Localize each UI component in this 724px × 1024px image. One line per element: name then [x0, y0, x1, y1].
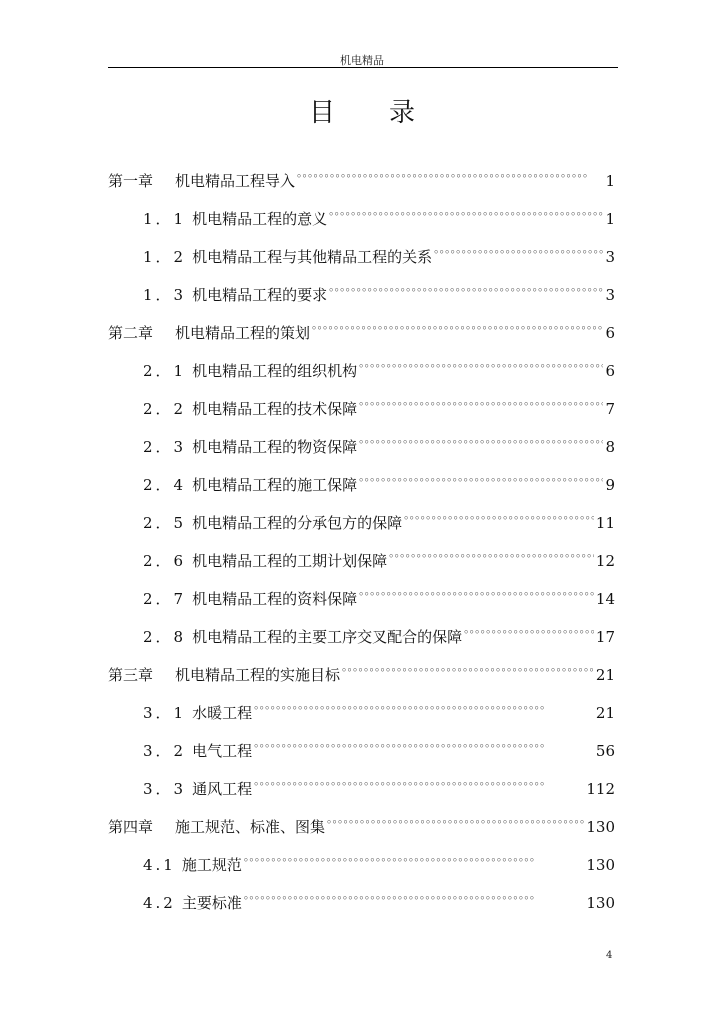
- toc-entry-page: 130: [586, 856, 615, 874]
- toc-entry-number: 2．1: [143, 362, 187, 380]
- toc-entry-number: 3．1: [143, 704, 187, 722]
- toc-entry-number: 4.1: [143, 856, 176, 874]
- toc-entry-page: 3: [605, 286, 615, 304]
- toc-entry-number: 第二章: [108, 324, 154, 342]
- toc-entry-page: 6: [605, 324, 615, 342]
- toc-entry-text: 施工规范: [181, 856, 242, 874]
- toc-entry-page: 1: [605, 210, 615, 228]
- running-header: 机电精品: [340, 54, 384, 67]
- toc-entry-text: 机电精品工程的工期计划保障: [192, 552, 388, 570]
- toc-entry-section-2-2[interactable]: [108, 388, 615, 426]
- toc-entry-page: 112: [586, 780, 615, 798]
- toc-entry-chapter-1[interactable]: [108, 160, 615, 198]
- toc-entry-page: 11: [595, 514, 615, 532]
- dot-leader: [312, 312, 603, 338]
- toc-entry-section-4-1[interactable]: [108, 844, 615, 882]
- dot-leader: [327, 806, 584, 832]
- toc-entry-label: [108, 168, 295, 194]
- dot-leader: [297, 160, 603, 186]
- toc-entry-chapter-3[interactable]: [108, 654, 615, 692]
- toc-entry-chapter-2[interactable]: [108, 312, 615, 350]
- toc-entry-label: [143, 624, 462, 650]
- toc-entry-page: 1: [605, 172, 615, 190]
- toc-entry-label: [143, 776, 252, 802]
- toc-entry-chapter-4[interactable]: [108, 806, 615, 844]
- toc-entry-number: 2．4: [143, 476, 187, 494]
- toc-entry-label: [143, 852, 242, 878]
- dot-leader: [404, 502, 594, 528]
- toc-entry-text: 电气工程: [192, 742, 253, 760]
- toc-entry-text: 施工规范、标准、图集: [175, 818, 326, 836]
- dot-leader: [254, 768, 584, 794]
- toc-entry-section-3-2[interactable]: [108, 730, 615, 768]
- toc-list: [108, 160, 615, 920]
- toc-entry-label: [143, 586, 357, 612]
- toc-entry-label: [143, 396, 357, 422]
- toc-entry-label: [143, 890, 242, 916]
- toc-entry-section-2-7[interactable]: [108, 578, 615, 616]
- toc-entry-number: 1．3: [143, 286, 187, 304]
- toc-entry-text: 机电精品工程的实施目标: [175, 666, 341, 684]
- toc-entry-text: 机电精品工程的主要工序交叉配合的保障: [192, 628, 463, 646]
- toc-entry-text: 机电精品工程的分承包方的保障: [192, 514, 403, 532]
- toc-entry-page: 7: [605, 400, 615, 418]
- dot-leader: [464, 616, 594, 642]
- toc-entry-page: 17: [595, 628, 615, 646]
- toc-entry-section-2-1[interactable]: [108, 350, 615, 388]
- toc-entry-section-1-1[interactable]: [108, 198, 615, 236]
- dot-leader: [342, 654, 594, 680]
- toc-title: 目录: [308, 98, 469, 128]
- dot-leader: [359, 388, 603, 414]
- toc-entry-text: 机电精品工程的组织机构: [192, 362, 358, 380]
- header-rule: [108, 67, 618, 68]
- dot-leader: [359, 578, 594, 604]
- toc-entry-page: 21: [595, 704, 615, 722]
- dot-leader: [389, 540, 594, 566]
- toc-entry-number: 第三章: [108, 666, 154, 684]
- toc-entry-section-3-1[interactable]: [108, 692, 615, 730]
- toc-entry-page: 6: [605, 362, 615, 380]
- toc-entry-section-2-6[interactable]: [108, 540, 615, 578]
- toc-entry-section-1-3[interactable]: [108, 274, 615, 312]
- toc-entry-text: 机电精品工程的施工保障: [192, 476, 358, 494]
- toc-entry-text: 机电精品工程的物资保障: [192, 438, 358, 456]
- toc-entry-label: [143, 282, 327, 308]
- toc-entry-number: 2．8: [143, 628, 187, 646]
- toc-entry-page: 56: [595, 742, 615, 760]
- toc-entry-section-2-3[interactable]: [108, 426, 615, 464]
- dot-leader: [244, 844, 584, 870]
- toc-entry-text: 通风工程: [192, 780, 253, 798]
- toc-entry-number: 4.2: [143, 894, 176, 912]
- toc-entry-number: 第一章: [108, 172, 154, 190]
- toc-entry-section-2-4[interactable]: [108, 464, 615, 502]
- dot-leader: [244, 882, 584, 908]
- toc-entry-number: 3．3: [143, 780, 187, 798]
- toc-entry-page: 130: [586, 894, 615, 912]
- toc-entry-page: 12: [595, 552, 615, 570]
- toc-entry-page: 14: [595, 590, 615, 608]
- toc-entry-text: 机电精品工程的意义: [192, 210, 328, 228]
- toc-entry-section-2-5[interactable]: [108, 502, 615, 540]
- dot-leader: [254, 692, 594, 718]
- toc-entry-label: [143, 434, 357, 460]
- toc-entry-label: [143, 548, 387, 574]
- toc-entry-label: [143, 472, 357, 498]
- toc-entry-label: [143, 738, 252, 764]
- toc-entry-number: 2．7: [143, 590, 187, 608]
- toc-entry-section-3-3[interactable]: [108, 768, 615, 806]
- toc-entry-text: 机电精品工程与其他精品工程的关系: [192, 248, 433, 266]
- toc-entry-text: 水暖工程: [192, 704, 253, 722]
- toc-entry-label: [143, 358, 357, 384]
- dot-leader: [359, 426, 603, 452]
- toc-entry-text: 机电精品工程的策划: [175, 324, 311, 342]
- toc-entry-label: [143, 510, 402, 536]
- toc-entry-label: [143, 206, 327, 232]
- toc-entry-number: 1．1: [143, 210, 187, 228]
- toc-entry-page: 130: [586, 818, 615, 836]
- toc-entry-number: 1．2: [143, 248, 187, 266]
- toc-entry-label: [108, 662, 340, 688]
- toc-entry-label: [143, 700, 252, 726]
- toc-entry-text: 机电精品工程的要求: [192, 286, 328, 304]
- toc-entry-text: 机电精品工程导入: [175, 172, 296, 190]
- toc-entry-number: 第四章: [108, 818, 154, 836]
- dot-leader: [254, 730, 594, 756]
- toc-entry-page: 3: [605, 248, 615, 266]
- toc-entry-label: [108, 320, 310, 346]
- toc-entry-page: 21: [595, 666, 615, 684]
- toc-entry-section-4-2[interactable]: [108, 882, 615, 920]
- toc-entry-number: 2．3: [143, 438, 187, 456]
- toc-entry-label: [108, 814, 325, 840]
- dot-leader: [434, 236, 603, 262]
- toc-entry-page: 8: [605, 438, 615, 456]
- toc-entry-number: 3．2: [143, 742, 187, 760]
- toc-entry-text: 主要标准: [181, 894, 242, 912]
- toc-entry-label: [143, 244, 432, 270]
- toc-entry-number: 2．2: [143, 400, 187, 418]
- dot-leader: [329, 198, 603, 224]
- toc-entry-page: 9: [605, 476, 615, 494]
- toc-entry-section-1-2[interactable]: [108, 236, 615, 274]
- page-number: 4: [606, 950, 613, 961]
- toc-entry-text: 机电精品工程的资料保障: [192, 590, 358, 608]
- toc-entry-text: 机电精品工程的技术保障: [192, 400, 358, 418]
- toc-entry-number: 2．5: [143, 514, 187, 532]
- dot-leader: [329, 274, 603, 300]
- dot-leader: [359, 464, 603, 490]
- toc-entry-section-2-8[interactable]: [108, 616, 615, 654]
- toc-entry-number: 2．6: [143, 552, 187, 570]
- dot-leader: [359, 350, 603, 376]
